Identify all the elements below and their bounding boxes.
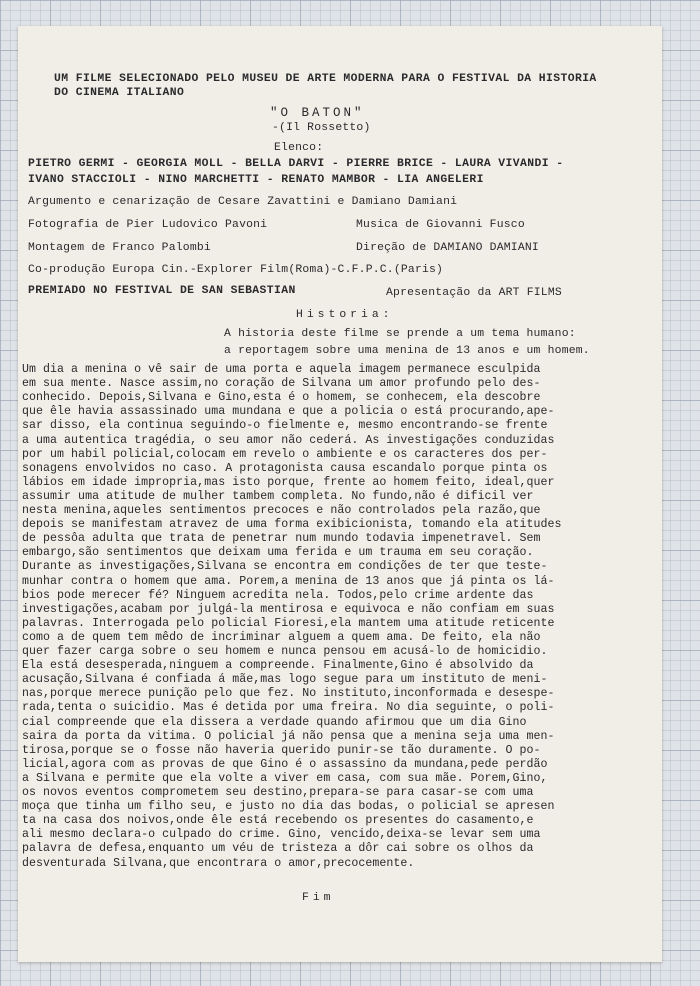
- history-body-line: ta na casa dos noivos,onde êle está recebendo os presentes do casamento,e: [22, 814, 534, 828]
- history-body-line: licial,agora com as provas de que Gino é o assassino da mundana,pede perdão: [22, 757, 548, 771]
- history-body-line: nas,porque merece punição pelo que fez. No instituto,inconformada e desespe-: [22, 687, 555, 701]
- history-body-line: bios pode merecer fé? Ninguem acredita nela. Todos,pelo crime ardente das: [22, 588, 534, 602]
- history-body-line: embargo,são sentimentos que deixam uma ferida e um trauma em seu coração.: [22, 546, 534, 560]
- typewritten-sheet: [18, 26, 662, 962]
- history-body-line: que êle havia assassinado uma mundana e que a policia o está procurando,ape-: [22, 405, 555, 419]
- cast-label: Elenco:: [274, 142, 324, 154]
- credit-photography: Fotografia de Pier Ludovico Pavoni: [28, 219, 268, 231]
- history-intro-line: A historia deste filme se prende a um tema humano:: [224, 328, 576, 340]
- credit-direction: Direção de DAMIANO DAMIANI: [356, 242, 539, 254]
- film-title: "O BATON": [270, 106, 365, 120]
- credit-editing: Montagem de Franco Palombi: [28, 242, 211, 254]
- history-body-line: conhecido. Depois,Silvana e Gino,esta é o homem, se conhecem, ela descobre: [22, 391, 541, 405]
- credit-argument: Argumento e cenarização de Cesare Zavattini e Damiano Damiani: [28, 196, 458, 208]
- history-body-line: palavra de defesa,enquanto um véu de tristeza a dôr cai sobre os olhos da: [22, 842, 534, 856]
- history-body-line: investigações,acabam por julgá-la mentirosa e equivoca e não confiam em suas: [22, 602, 555, 616]
- film-original-title: -(Il Rossetto): [272, 122, 371, 134]
- history-body-line: lábios em idade impropria,mas isto porque, frente ao homem feito, ideal,quer: [22, 475, 555, 489]
- history-body-line: moça que tinha um filho seu, e justo no dia das bodas, o policial se apresen: [22, 800, 555, 814]
- ending-mark: Fim: [302, 892, 335, 904]
- credit-coproduction: Co-produção Europa Cin.-Explorer Film(Roma)-C.F.P.C.(Paris): [28, 264, 444, 276]
- history-body-line: em sua mente. Nasce assim,no coração de Silvana um amor profundo pelo des-: [22, 377, 541, 391]
- history-body-line: a uma autentica tragédia, o seu amor não cederá. As investigações conduzidas: [22, 433, 555, 447]
- history-body-line: ali mesmo declara-o culpado do crime. Gino, vencido,deixa-se levar sem uma: [22, 828, 541, 842]
- history-body-line: desventurada Silvana,que encontrara o amor,precocemente.: [22, 856, 415, 870]
- history-body-line: por um habil policial,colocam em revelo o ambiente e os caracteres dos per-: [22, 447, 548, 461]
- cast-line-1: PIETRO GERMI - GEORGIA MOLL - BELLA DARVI - PIERRE BRICE - LAURA VIVANDI -: [28, 158, 564, 170]
- credit-music: Musica de Giovanni Fusco: [356, 219, 525, 231]
- history-body-line: depois se manifestam atravez de uma forma exibicionista, tomando ela atitudes: [22, 518, 562, 532]
- history-body-line: sonagens envolvidos no caso. A protagonista causa escandalo porque pinta os: [22, 461, 548, 475]
- history-body-line: tirosa,porque se o fosse não haveria querido punir-se tão duramente. O po-: [22, 743, 541, 757]
- history-body-line: cial compreende que ela dissera a verdade quando afirmou que um dia Gino: [22, 715, 527, 729]
- history-body-line: nesta menina,aqueles sentimentos precoces e não controlados pela razão,que: [22, 504, 541, 517]
- history-body-line: palavras. Interrogada pelo policial Fioresi,ela mantem uma atitude reticente: [22, 616, 555, 630]
- credit-award: PREMIADO NO FESTIVAL DE SAN SEBASTIAN: [28, 285, 296, 297]
- history-body-line: como a de quem tem mêdo de incriminar alguem a quem ama. De feito, ela não: [22, 630, 541, 644]
- history-body-line: sar disso, ela continua seguindo-o fielmente e, mesmo encontrando-se frente: [22, 419, 548, 433]
- history-body-line: Um dia a menina o vê sair de uma porta e aquela imagem permanece esculpida: [22, 363, 541, 376]
- credit-presentation: Apresentação da ART FILMS: [386, 287, 562, 299]
- history-body-line: assumir uma atitude de mulher tambem completa. No fundo,não é dificil ver: [22, 489, 534, 503]
- history-body-line: rada,tenta o suicidio. Mas é detida por uma freira. No dia seguinte, o poli-: [22, 701, 555, 715]
- history-body-line: a Silvana e permite que ela volte a viver em casa, com sua mãe. Porem,Gino,: [22, 771, 548, 785]
- history-body-line: acusação,Silvana é confiada á mãe,mas logo segue para um instituto de meni-: [22, 673, 548, 687]
- header-line-1: UM FILME SELECIONADO PELO MUSEU DE ARTE MODERNA PARA O FESTIVAL DA HISTORIA: [54, 73, 597, 85]
- history-heading: Historia:: [296, 309, 394, 321]
- history-body-line: os novos eventos comprometem seu destino,prepara-se para casar-se com uma: [22, 786, 534, 799]
- history-body-line: de pessôa adulta que trata de penetrar num mundo todavia impenetravel. Sem: [22, 532, 541, 546]
- history-body-line: Ela está desesperada,ninguem a compreende. Finalmente,Gino é absolvido da: [22, 659, 534, 673]
- history-body-line: Durante as investigações,Silvana se encontra em condições de ter que teste-: [22, 560, 548, 574]
- history-body-line: munhar contra o homem que ama. Porem,a menina de 13 anos que já pinta os lá-: [22, 574, 555, 588]
- header-line-2: DO CINEMA ITALIANO: [54, 87, 185, 99]
- history-body-line: saira da porta da vitima. O policial já não pensa que a menina seja uma men-: [22, 729, 555, 743]
- history-intro-line: a reportagem sobre uma menina de 13 anos e um homem.: [224, 345, 590, 357]
- history-body-line: quer fazer carga sobre o seu homem e nunca pensou em acusá-lo de homicidio.: [22, 645, 548, 658]
- cast-line-2: IVANO STACCIOLI - NINO MARCHETTI - RENATO MAMBOR - LIA ANGELERI: [28, 174, 484, 186]
